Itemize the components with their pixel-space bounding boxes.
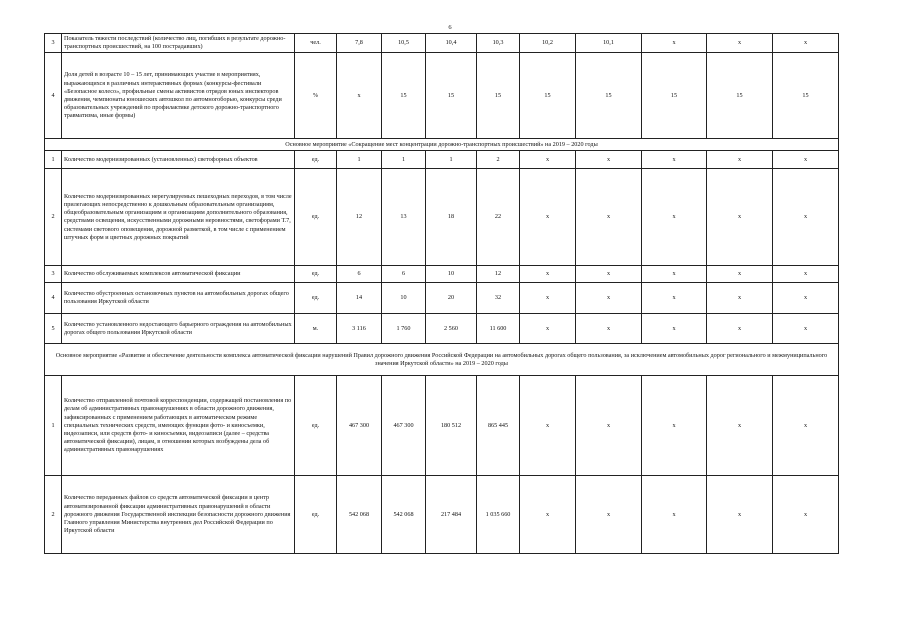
value-cell: x (707, 314, 773, 344)
value-cell: 3 116 (337, 314, 382, 344)
value-cell: 22 (477, 169, 520, 266)
value-cell: x (520, 314, 576, 344)
row-number-cell: 1 (45, 376, 62, 476)
value-cell: x (520, 169, 576, 266)
indicator-name-cell: Количество обслуживаемых комплексов автоматической фиксации (62, 266, 295, 283)
value-cell: 11 600 (477, 314, 520, 344)
value-cell: x (576, 314, 642, 344)
indicator-name-cell: Количество модернизированных (установленных) светофорных объектов (62, 151, 295, 169)
value-cell: 15 (382, 53, 426, 139)
value-cell: 15 (576, 53, 642, 139)
value-cell: x (773, 34, 839, 53)
value-cell: x (576, 476, 642, 554)
value-cell: 217 484 (426, 476, 477, 554)
table-row (45, 151, 839, 169)
value-cell: x (773, 151, 839, 169)
value-cell: 13 (382, 169, 426, 266)
value-cell: x (642, 476, 707, 554)
value-cell: x (520, 283, 576, 314)
value-cell: 18 (426, 169, 477, 266)
row-number-cell: 2 (45, 476, 62, 554)
value-cell: x (642, 169, 707, 266)
row-number-cell: 2 (45, 169, 62, 266)
value-cell: x (642, 314, 707, 344)
indicator-name-cell: Показатель тяжести последствий (количество лиц, погибших в результате дорожно-транспортных происшествий, на 100 пострадавших) (62, 34, 295, 53)
value-cell: 2 560 (426, 314, 477, 344)
value-cell: x (642, 151, 707, 169)
indicator-name-cell: Доля детей в возрасте 10 – 15 лет, принимающих участие в мероприятиях, выражающихся в различных интерактивных формах (конкурсы-фестивали «Безопасное колесо», профильные смены активистов отрядов юных инспекторов движения, чемпионаты юношеских автошкол по автомногоборью, конкурсы среди образовательных учреждений по профилактике детского дорожно-транспортного травматизма, иные формы) (62, 53, 295, 139)
section-header: Основное мероприятие «Развитие и обеспечение деятельности комплекса автоматической фиксации нарушений Правил дорожного движения Российской Федерации на автомобильных дорогах общего пользования, за исключением автомобильных дорог регионального и межмуниципального значения Иркутской области» на 2019 – 2020 годы (45, 344, 839, 376)
value-cell: 10,3 (477, 34, 520, 53)
value-cell: 865 445 (477, 376, 520, 476)
unit-cell: % (295, 53, 337, 139)
indicators-table (44, 33, 839, 554)
page-number: 6 (448, 24, 452, 31)
table-row (45, 376, 839, 476)
value-cell: x (707, 34, 773, 53)
value-cell: 6 (337, 266, 382, 283)
table-row (45, 169, 839, 266)
value-cell: x (520, 151, 576, 169)
unit-cell: ед. (295, 476, 337, 554)
value-cell: 15 (477, 53, 520, 139)
value-cell: 10,5 (382, 34, 426, 53)
value-cell: 15 (520, 53, 576, 139)
value-cell: x (773, 376, 839, 476)
value-cell: x (773, 266, 839, 283)
indicator-name-cell: Количество модернизированных нерегулируемых пешеходных переходов, в том числе прилегающих непосредственно к дошкольным образовательным организациям, общеобразовательным организациям и организациям дополнительного образования, средствами освещения, искусственными дорожными неровностями, светофорами Т.7, системами светового оповещения, дорожной разметкой, в том числе с применением штучных форм и цветных дорожных покрытий (62, 169, 295, 266)
value-cell: 467 300 (337, 376, 382, 476)
value-cell: 6 (382, 266, 426, 283)
table-row (45, 53, 839, 139)
value-cell: x (576, 151, 642, 169)
value-cell: 180 512 (426, 376, 477, 476)
row-number-cell: 3 (45, 34, 62, 53)
value-cell: 15 (773, 53, 839, 139)
row-number-cell: 4 (45, 283, 62, 314)
value-cell: 20 (426, 283, 477, 314)
value-cell: x (520, 266, 576, 283)
value-cell: 2 (477, 151, 520, 169)
value-cell: x (773, 283, 839, 314)
section-header-row (45, 139, 839, 151)
value-cell: x (576, 376, 642, 476)
value-cell: 10,1 (576, 34, 642, 53)
value-cell: x (707, 376, 773, 476)
value-cell: x (642, 34, 707, 53)
value-cell: x (337, 53, 382, 139)
unit-cell: ед. (295, 151, 337, 169)
value-cell: x (642, 376, 707, 476)
value-cell: x (642, 283, 707, 314)
value-cell: 32 (477, 283, 520, 314)
value-cell: 15 (426, 53, 477, 139)
unit-cell: ед. (295, 376, 337, 476)
value-cell: x (773, 169, 839, 266)
value-cell: 7,8 (337, 34, 382, 53)
value-cell: 10 (426, 266, 477, 283)
table-row (45, 476, 839, 554)
unit-cell: ед. (295, 169, 337, 266)
value-cell: 1 (337, 151, 382, 169)
value-cell: 12 (337, 169, 382, 266)
section-header: Основное мероприятие «Сокращение мест концентрации дорожно-транспортных происшествий» на 2019 – 2020 годы (45, 139, 839, 151)
value-cell: x (707, 169, 773, 266)
value-cell: 12 (477, 266, 520, 283)
value-cell: 542 068 (382, 476, 426, 554)
value-cell: 542 068 (337, 476, 382, 554)
table-row (45, 34, 839, 53)
value-cell: 10,4 (426, 34, 477, 53)
value-cell: x (773, 314, 839, 344)
row-number-cell: 5 (45, 314, 62, 344)
row-number-cell: 1 (45, 151, 62, 169)
value-cell: x (642, 266, 707, 283)
table-row (45, 266, 839, 283)
value-cell: 15 (642, 53, 707, 139)
section-header-row (45, 344, 839, 376)
value-cell: x (707, 151, 773, 169)
indicator-name-cell: Количество установленного недостающего барьерного ограждения на автомобильных дорогах общего пользования Иркутской области (62, 314, 295, 344)
value-cell: 1 760 (382, 314, 426, 344)
indicator-name-cell: Количество отправленной почтовой корреспонденции, содержащей постановления по делам об административных правонарушениях в области дорожного движения, зафиксированных с применением работающих в автоматическом режиме специальных технических средств, имеющих функции фото- и киносъемки, видеозаписи, или средств фото- и киносъемки, видеозаписи (далее – средства автоматической фиксации), лицам, в отношении которых возбуждены дела об административных правонарушениях (62, 376, 295, 476)
value-cell: 1 (426, 151, 477, 169)
row-number-cell: 4 (45, 53, 62, 139)
table-body (45, 34, 839, 554)
value-cell: x (520, 476, 576, 554)
value-cell: 1 (382, 151, 426, 169)
value-cell: x (576, 169, 642, 266)
value-cell: x (707, 476, 773, 554)
value-cell: x (576, 266, 642, 283)
value-cell: 10,2 (520, 34, 576, 53)
row-number-cell: 3 (45, 266, 62, 283)
value-cell: x (707, 283, 773, 314)
value-cell: 14 (337, 283, 382, 314)
unit-cell: чел. (295, 34, 337, 53)
value-cell: 467 300 (382, 376, 426, 476)
value-cell: x (707, 266, 773, 283)
value-cell: x (520, 376, 576, 476)
indicator-name-cell: Количество обустроенных остановочных пунктов на автомобильных дорогах общего пользования Иркутской области (62, 283, 295, 314)
value-cell: 15 (707, 53, 773, 139)
table-row (45, 283, 839, 314)
indicator-name-cell: Количество переданных файлов со средств автоматической фиксации в центр автоматизированной фиксации административных правонарушений в области дорожного движения Государственной инспекции безопасности дорожного движения Главного управления Министерства внутренних дел Российской Федерации по Иркутской области (62, 476, 295, 554)
value-cell: x (773, 476, 839, 554)
unit-cell: ед. (295, 266, 337, 283)
value-cell: 1 035 660 (477, 476, 520, 554)
value-cell: 10 (382, 283, 426, 314)
table-row (45, 314, 839, 344)
unit-cell: м. (295, 314, 337, 344)
unit-cell: ед. (295, 283, 337, 314)
value-cell: x (576, 283, 642, 314)
